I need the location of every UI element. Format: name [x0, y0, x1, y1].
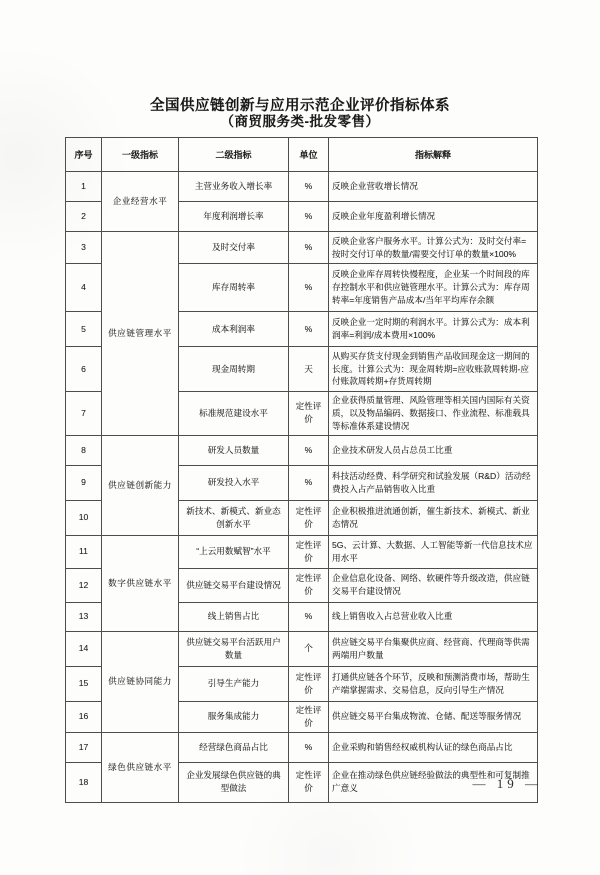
cell-level2-indicator: 研发投入水平	[179, 465, 289, 500]
cell-level2-indicator: 企业发展绿色供应链的典型做法	[179, 762, 289, 802]
cell-unit: 定性评价	[289, 535, 329, 568]
table-row	[66, 535, 538, 568]
cell-level2-indicator: 线上销售占比	[179, 602, 289, 631]
cell-explanation: 反映企业年度盈利增长情况	[329, 202, 538, 232]
cell-explanation: 企业信息化设备、网络、软硬件等升级改造，供应链交易平台建设情况	[329, 568, 538, 602]
header-level1-indicator: 一级指标	[102, 138, 179, 172]
cell-serial-no: 4	[66, 264, 102, 312]
cell-serial-no: 12	[66, 568, 102, 602]
cell-level2-indicator: 供应链交易平台活跃用户数量	[179, 631, 289, 666]
cell-level2-indicator: 成本利润率	[179, 312, 289, 347]
cell-explanation: 线上销售收入占总营业收入比重	[329, 602, 538, 631]
document-title-line1: 全国供应链创新与应用示范企业评价指标体系	[150, 98, 450, 114]
cell-explanation: 反映企业一定时期的利润水平。计算公式为：成本利润率=利润/成本费用×100%	[329, 312, 538, 347]
table-body	[66, 172, 538, 803]
cell-level1-indicator: 企业经营水平	[102, 172, 179, 232]
cell-explanation: 企业积极推进流通创新，催生新技术、新模式、新业态情况	[329, 500, 538, 535]
cell-serial-no: 7	[66, 392, 102, 436]
cell-level1-indicator: 数字供应链水平	[102, 535, 179, 631]
cell-explanation: 打通供应链各个环节，反映和预测消费市场，帮助生产端掌握需求、交易信息，反向引导生产情况	[329, 666, 538, 701]
cell-explanation: 反映企业库存周转快慢程度，企业某一个时间段的库存控制水平和供应链管理水平。计算公式为：库存周转率=年度销售产品成本/当年平均库存余额	[329, 264, 538, 312]
cell-serial-no: 17	[66, 732, 102, 762]
cell-explanation: 科技活动经费、科学研究和试验发展（R&D）活动经费投入占产品销售收入比重	[329, 465, 538, 500]
cell-serial-no: 2	[66, 202, 102, 232]
cell-level2-indicator: 引导生产能力	[179, 666, 289, 701]
cell-unit: %	[289, 202, 329, 232]
cell-level2-indicator: 主营业务收入增长率	[179, 172, 289, 202]
header-unit: 单位	[289, 138, 329, 172]
cell-level1-indicator: 供应链管理水平	[102, 232, 179, 436]
cell-level2-indicator: 现金周转期	[179, 347, 289, 392]
document-title-line2: （商贸服务类-批发零售）	[220, 113, 380, 129]
cell-unit: %	[289, 264, 329, 312]
page-number: — 19 —	[472, 776, 542, 791]
cell-level2-indicator: 新技术、新模式、新业态创新水平	[179, 500, 289, 535]
table-row	[66, 732, 538, 762]
cell-unit: %	[289, 172, 329, 202]
cell-level2-indicator: 年度利润增长率	[179, 202, 289, 232]
cell-serial-no: 9	[66, 465, 102, 500]
cell-unit: 定性评价	[289, 392, 329, 436]
header-serial-no: 序号	[66, 138, 102, 172]
cell-serial-no: 3	[66, 232, 102, 264]
cell-unit: 定性评价	[289, 701, 329, 732]
cell-serial-no: 10	[66, 500, 102, 535]
evaluation-index-table	[65, 137, 538, 803]
cell-unit: 个	[289, 631, 329, 666]
cell-serial-no: 18	[66, 762, 102, 802]
cell-unit: %	[289, 435, 329, 465]
cell-level2-indicator: “上云用数赋智”水平	[179, 535, 289, 568]
cell-unit: %	[289, 232, 329, 264]
cell-level1-indicator: 供应链协同能力	[102, 631, 179, 732]
header-level2-indicator: 二级指标	[179, 138, 289, 172]
cell-explanation: 从购买存货支付现金到销售产品收回现金这一期间的长度。计算公式为：现金周转期=应收账款周转期-应付账款周转期+存货周转期	[329, 347, 538, 392]
document-title	[0, 99, 600, 129]
cell-level1-indicator: 供应链创新能力	[102, 435, 179, 535]
cell-unit: 定性评价	[289, 762, 329, 802]
cell-explanation: 企业技术研发人员占总员工比重	[329, 435, 538, 465]
cell-explanation: 企业获得质量管理、风险管理等相关国内国际有关资质，以及物品编码、数据接口、作业流程、标准载具等标准体系建设情况	[329, 392, 538, 436]
cell-serial-no: 14	[66, 631, 102, 666]
cell-unit: %	[289, 602, 329, 631]
cell-unit: %	[289, 465, 329, 500]
cell-unit: 定性评价	[289, 666, 329, 701]
cell-serial-no: 1	[66, 172, 102, 202]
cell-level2-indicator: 标准规范建设水平	[179, 392, 289, 436]
cell-serial-no: 13	[66, 602, 102, 631]
cell-explanation: 企业采购和销售经权威机构认证的绿色商品占比	[329, 732, 538, 762]
header-indicator-explanation: 指标解释	[329, 138, 538, 172]
table-row	[66, 631, 538, 666]
cell-serial-no: 11	[66, 535, 102, 568]
cell-serial-no: 5	[66, 312, 102, 347]
cell-unit: %	[289, 312, 329, 347]
cell-level2-indicator: 研发人员数量	[179, 435, 289, 465]
cell-unit: 天	[289, 347, 329, 392]
cell-explanation: 反映企业营收增长情况	[329, 172, 538, 202]
table-row	[66, 232, 538, 264]
cell-level2-indicator: 供应链交易平台建设情况	[179, 568, 289, 602]
cell-level2-indicator: 及时交付率	[179, 232, 289, 264]
cell-level2-indicator: 经营绿色商品占比	[179, 732, 289, 762]
cell-explanation: 供应链交易平台集聚供应商、经营商、代理商等供需两端用户数量	[329, 631, 538, 666]
table-row	[66, 435, 538, 465]
cell-explanation: 5G、云计算、大数据、人工智能等新一代信息技术应用水平	[329, 535, 538, 568]
cell-serial-no: 16	[66, 701, 102, 732]
cell-serial-no: 8	[66, 435, 102, 465]
cell-unit: %	[289, 732, 329, 762]
table-header-row	[66, 138, 538, 172]
cell-serial-no: 6	[66, 347, 102, 392]
cell-unit: 定性评价	[289, 500, 329, 535]
cell-explanation: 企业在推动绿色供应链经验做法的典型性和可复制推广意义	[329, 762, 538, 802]
cell-unit: 定性评价	[289, 568, 329, 602]
cell-level2-indicator: 服务集成能力	[179, 701, 289, 732]
cell-level2-indicator: 库存周转率	[179, 264, 289, 312]
cell-level1-indicator: 绿色供应链水平	[102, 732, 179, 802]
cell-serial-no: 15	[66, 666, 102, 701]
table-row	[66, 172, 538, 202]
cell-explanation: 供应链交易平台集成物流、仓储、配送等服务情况	[329, 701, 538, 732]
cell-explanation: 反映企业客户服务水平。计算公式为：及时交付率=按时交付订单的数量/需要交付订单的数量×100%	[329, 232, 538, 264]
